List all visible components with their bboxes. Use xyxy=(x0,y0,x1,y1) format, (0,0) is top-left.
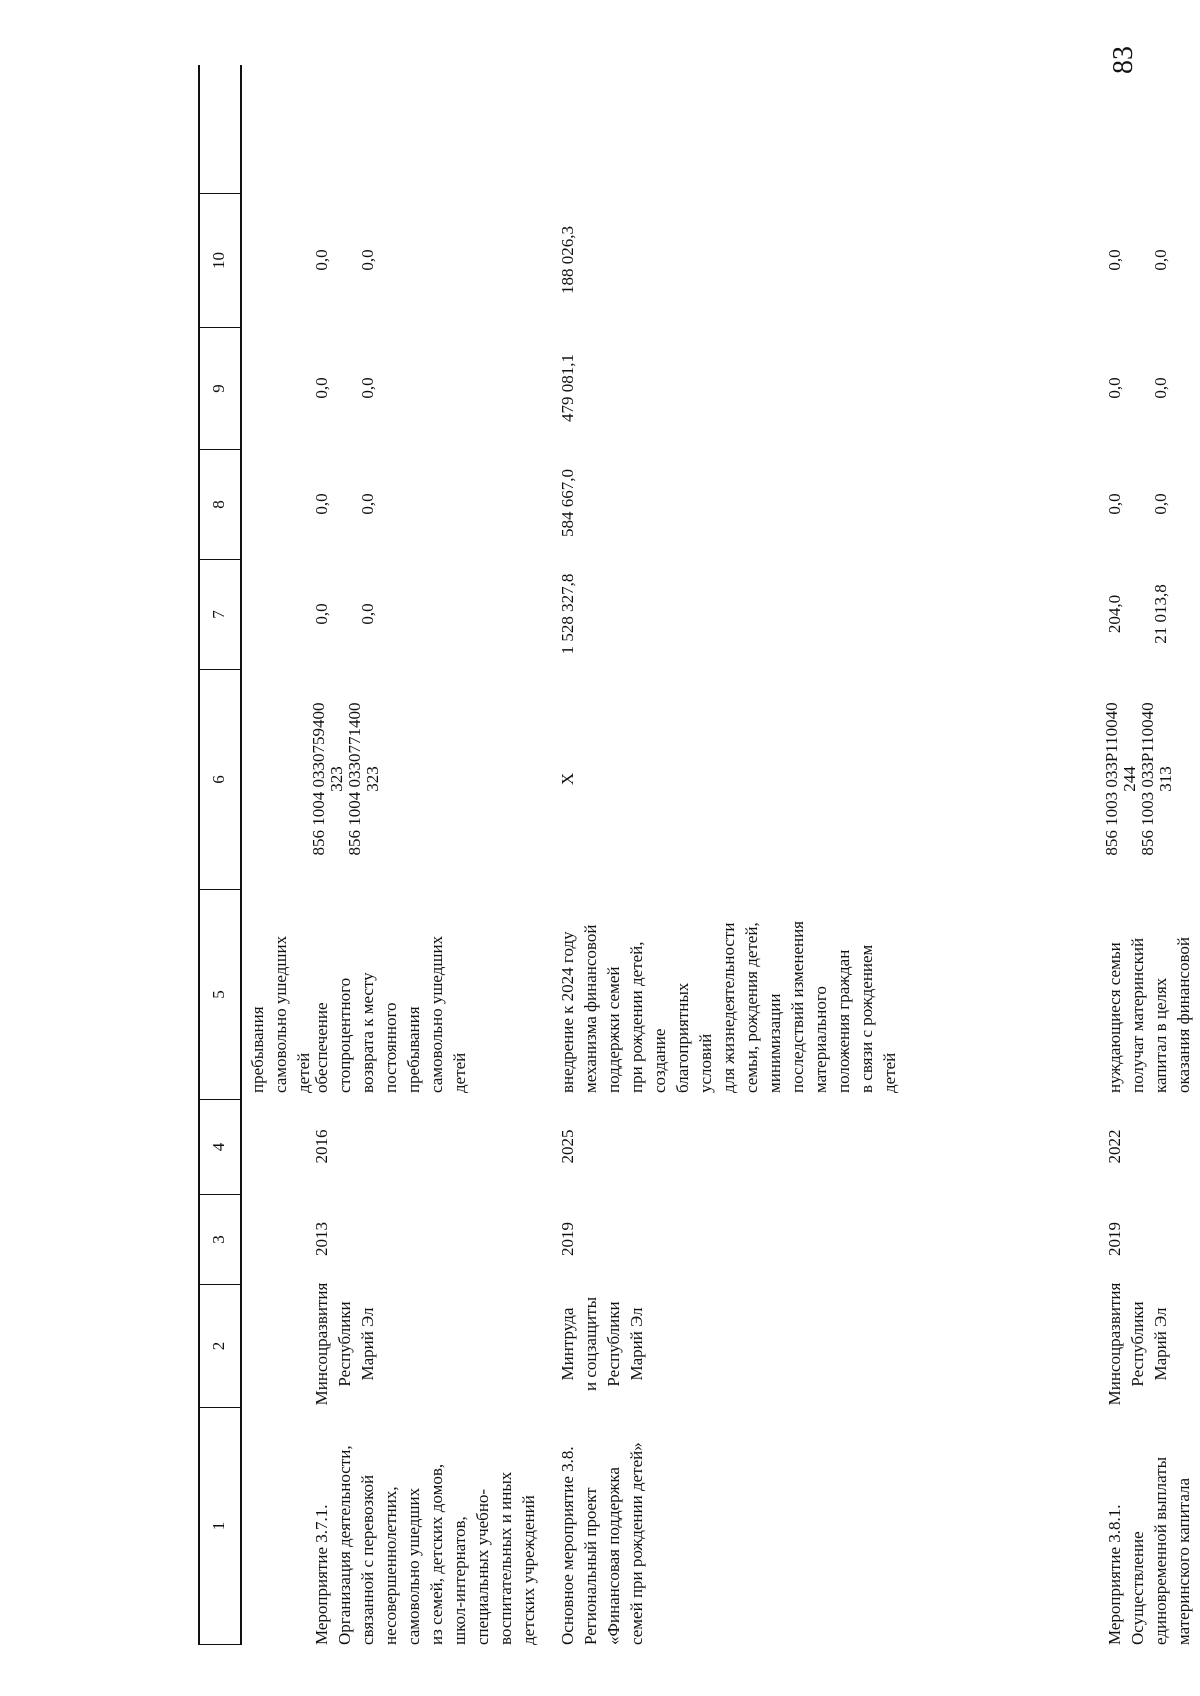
row1-col1: Мероприятие 3.7.1. Организация деятельности, связанной с перевозкой несовершеннолетних, самовольно ушедших из семей, детских домов, школ-интернатов, специальных учебно- воспитательных и иных детских учреждений xyxy=(312,1445,538,1645)
header-col-2: 2 xyxy=(198,1284,240,1407)
row3-col6: 856 1003 033P110040 244 856 1003 033P110040 313 xyxy=(1102,702,1175,856)
header-col-5: 5 xyxy=(198,889,240,1099)
header-col-1: 1 xyxy=(198,1407,240,1645)
row2-col5: внедрение к 2024 году механизма финансовой поддержки семей при рождении детей, создание благоприятных условий для жизнедеятельности семьи, рождения детей, минимизации последствий изменения материального положения граждан в связи с рождением детей xyxy=(558,920,899,1093)
table-landscape xyxy=(198,65,1198,1645)
row3-col7: 204,0 21 013,8 xyxy=(1105,584,1170,644)
header-col-4: 4 xyxy=(198,1099,240,1194)
row3-col3: 2019 xyxy=(1105,1222,1124,1256)
row0-col5: пребывания самовольно ушедших детей xyxy=(248,935,313,1093)
row1-col7: 0,0 0,0 xyxy=(312,603,377,625)
row1-col6: 856 1004 0330759400 323 856 1004 0330771400 323 xyxy=(309,702,382,856)
row3-col2: Минсоцразвития Республики Марий Эл xyxy=(1105,1282,1170,1406)
row3-col4: 2022 xyxy=(1105,1129,1124,1164)
row2-col9: 479 081,1 xyxy=(558,354,577,422)
row2-col6: Х xyxy=(558,772,577,786)
header-bottom-rule xyxy=(240,65,242,1645)
row2-col3: 2019 xyxy=(558,1222,577,1256)
header-col-10: 10 xyxy=(198,193,240,327)
row2-col7: 1 528 327,8 xyxy=(558,573,577,655)
row2-col1: Основное мероприятие 3.8. Региональный проект «Финансовая поддержка семей при рождении детей» xyxy=(558,1442,646,1645)
row3-col10: 0,0 0,0 xyxy=(1105,249,1170,271)
row3-col8: 0,0 0,0 xyxy=(1105,493,1170,515)
row1-col8: 0,0 0,0 xyxy=(312,493,377,515)
page-number: 83 xyxy=(1108,46,1139,74)
row3-col9: 0,0 0,0 xyxy=(1105,377,1170,399)
row2-col10: 188 026,3 xyxy=(558,226,577,294)
row1-col9: 0,0 0,0 xyxy=(312,377,377,399)
header-col-8: 8 xyxy=(198,449,240,559)
row1-col5: обеспечение стопроцентного возврата к месту постоянного пребывания самовольно ушедших детей xyxy=(312,935,469,1093)
row2-col4: 2025 xyxy=(558,1129,577,1164)
row1-col2: Минсоцразвития Республики Марий Эл xyxy=(312,1282,377,1406)
header-col-3: 3 xyxy=(198,1194,240,1284)
row1-col10: 0,0 0,0 xyxy=(312,249,377,271)
row1-col3: 2013 xyxy=(312,1222,331,1256)
row2-col2: Минтруда и соцзащиты Республики Марий Эл xyxy=(558,1297,646,1391)
header-col-7: 7 xyxy=(198,559,240,669)
row2-col8: 584 667,0 xyxy=(558,469,577,537)
header-col-6: 6 xyxy=(198,669,240,889)
row3-col1: Мероприятие 3.8.1. Осуществление единовременной выплаты материнского капитала xyxy=(1105,1456,1193,1645)
row1-col4: 2016 xyxy=(312,1129,331,1164)
header-col-9: 9 xyxy=(198,327,240,449)
row3-col5: нуждающиеся семьи получат материнский капитал в целях оказания финансовой xyxy=(1105,937,1193,1093)
